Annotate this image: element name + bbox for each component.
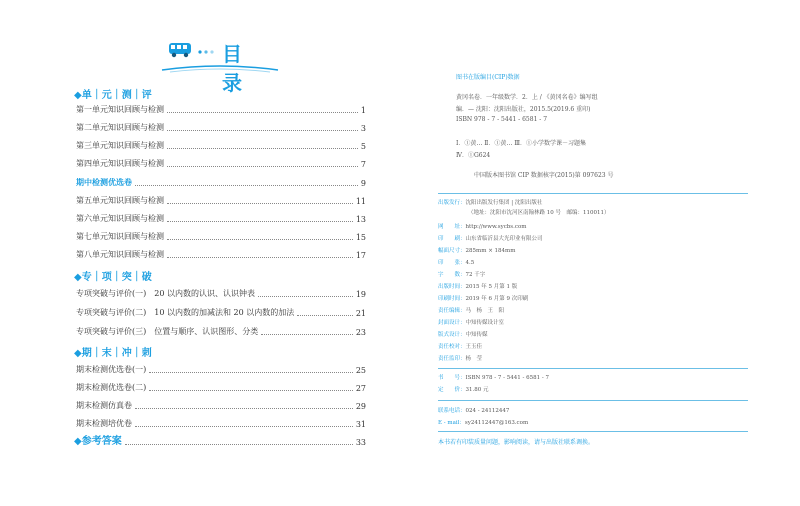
leader-dots <box>135 408 353 409</box>
imprint-key: 联系电话： <box>438 408 466 414</box>
section-heading-final-sprint: ◆期｜末｜冲｜刺 <box>74 348 152 359</box>
leader-dots <box>135 426 353 427</box>
leader-dots <box>149 372 353 373</box>
toc-entry[interactable] <box>76 306 366 318</box>
section-heading-special-topics: ◆专｜项｜突｜破 <box>74 272 152 283</box>
cip-line: Ⅳ．①G624 <box>456 152 491 159</box>
imprint-row <box>438 198 542 206</box>
imprint-value: 马 杨 王 阳 <box>465 308 505 314</box>
leader-dots <box>135 185 358 186</box>
imprint-key: 印 张： <box>438 260 466 266</box>
toc-entry-page: 11 <box>355 197 366 206</box>
toc-entry-page: 19 <box>355 290 366 299</box>
toc-entry-page: 23 <box>355 328 366 337</box>
toc-entry[interactable] <box>76 103 366 115</box>
cip-line: ISBN 978 - 7 - 5441 - 6581 - 7 <box>456 116 548 123</box>
leader-dots <box>297 315 353 316</box>
toc-entry-page: 13 <box>355 215 366 224</box>
toc-entry[interactable] <box>76 157 366 169</box>
toc-entry-answers[interactable] <box>74 435 366 447</box>
imprint-value: 王玉佳 <box>465 344 483 350</box>
leader-dots <box>167 130 358 131</box>
toc-entry-title: 第六单元知识回顾与检测 <box>76 214 164 223</box>
imprint-key: 印 刷： <box>438 236 466 242</box>
cip-line: 编．— 沈阳：沈阳出版社，2015.5(2019.6 重印) <box>456 106 591 113</box>
toc-entry[interactable] <box>76 399 366 411</box>
imprint-key: 版式设计： <box>438 332 466 338</box>
leader-dots <box>167 239 353 240</box>
toc-title: 目 录 <box>222 42 246 95</box>
toc-entry-page: 1 <box>360 106 366 115</box>
cip-heading: 图书在版编目(CIP)数据 <box>456 74 520 81</box>
divider <box>438 193 748 194</box>
imprint-key: 责任编辑： <box>438 308 466 314</box>
toc-entry-title: 第三单元知识回顾与检测 <box>76 141 164 150</box>
leader-dots <box>125 444 353 445</box>
toc-entry[interactable] <box>76 121 366 133</box>
toc-entry-title: 期末检测仿真卷 <box>76 401 132 410</box>
leader-dots <box>167 166 358 167</box>
imprint-value: 山东省临沂县大光印业有限公司 <box>465 236 543 242</box>
imprint-value: 72 千字 <box>465 272 486 278</box>
imprint-value: 024 - 24112447 <box>465 408 510 414</box>
toc-entry-title: 期末检测优选卷(二) <box>76 383 147 392</box>
section-heading-unit-tests: ◆单｜元｜测｜评 <box>74 90 152 101</box>
imprint-value: 杨 莹 <box>465 356 483 362</box>
cip-line: Ⅰ．①黄… Ⅱ．①黄… Ⅲ．①小学数学课－习题集 <box>456 140 587 147</box>
imprint-value: 285mm × 184mm <box>465 248 516 254</box>
leader-dots <box>167 203 353 204</box>
imprint-row <box>438 294 528 302</box>
imprint-row <box>438 234 543 242</box>
divider <box>438 400 748 401</box>
email-link[interactable]: sy24112447@163.com <box>464 420 529 426</box>
toc-entry[interactable] <box>76 325 366 337</box>
imprint-value: ISBN 978 - 7 - 5441 - 6581 - 7 <box>465 375 549 381</box>
toc-entry-title: 第二单元知识回顾与检测 <box>76 123 164 132</box>
imprint-key: 出版发行： <box>438 200 466 206</box>
toc-entry-page: 15 <box>355 233 366 242</box>
toc-entry[interactable] <box>76 417 366 429</box>
toc-entry-title: 专项突破与评价(一) 20 以内数的认识、认识钟表 <box>76 289 255 298</box>
imprint-key: 幅面尺寸： <box>438 248 466 254</box>
toc-entry[interactable] <box>76 230 366 242</box>
toc-entry-page: 3 <box>360 124 366 133</box>
leader-dots <box>167 257 353 258</box>
imprint-key: E - mail： <box>438 420 465 426</box>
toc-entry[interactable] <box>76 212 366 224</box>
imprint-row <box>438 330 488 338</box>
leader-dots <box>261 334 353 335</box>
toc-entry-title: 期末检测优选卷(一) <box>76 365 147 374</box>
imprint-value: http://www.sycbs.com <box>465 224 527 230</box>
toc-entry-title: 期中检测优选卷 <box>76 178 132 187</box>
imprint-row <box>438 222 527 230</box>
imprint-row <box>438 385 489 393</box>
toc-entry-page: 21 <box>355 309 366 318</box>
toc-entry[interactable] <box>76 381 366 393</box>
imprint-value: 31.80 元 <box>465 387 489 393</box>
imprint-row <box>438 318 504 326</box>
imprint-key: 网 址： <box>438 224 466 230</box>
toc-entry[interactable] <box>76 248 366 260</box>
section-heading-answers: ◆参考答案 <box>74 436 122 447</box>
leader-dots <box>167 221 353 222</box>
toc-entry-title: 专项突破与评价(三) 位置与顺序、认识图形、分类 <box>76 327 259 336</box>
toc-entry-title: 第八单元知识回顾与检测 <box>76 250 164 259</box>
imprint-row[interactable] <box>438 418 528 426</box>
imprint-value: 2019 年 6 月第 9 次印刷 <box>465 296 529 302</box>
toc-entry-title: 专项突破与评价(二) 10 以内数的加减法和 20 以内数的加法 <box>76 308 295 317</box>
toc-entry-title: 期末检测培优卷 <box>76 419 132 428</box>
divider <box>438 431 748 432</box>
leader-dots <box>258 296 353 297</box>
imprint-key: 印刷时间： <box>438 296 466 302</box>
toc-entry-title: 第七单元知识回顾与检测 <box>76 232 164 241</box>
toc-entry-title: 第五单元知识回顾与检测 <box>76 196 164 205</box>
toc-entry-page: 7 <box>360 160 366 169</box>
imprint-row <box>438 342 482 350</box>
imprint-key: 出版时间： <box>438 284 466 290</box>
toc-entry-page: 27 <box>355 384 366 393</box>
copyright-page <box>400 0 800 506</box>
toc-entry-page: 33 <box>355 438 366 447</box>
toc-entry-title: 第一单元知识回顾与检测 <box>76 105 164 114</box>
divider <box>438 368 748 369</box>
imprint-row <box>438 270 485 278</box>
toc-entry-page: 17 <box>355 251 366 260</box>
imprint-key: 字 数： <box>438 272 466 278</box>
toc-entry-title: 第四单元知识回顾与检测 <box>76 159 164 168</box>
toc-entry-page: 9 <box>360 179 366 188</box>
imprint-key: 责任监印： <box>438 356 466 362</box>
leader-dots <box>167 112 358 113</box>
leader-dots <box>149 390 353 391</box>
toc-entry-page: 25 <box>355 366 366 375</box>
dots-icon <box>197 49 217 55</box>
toc-entry[interactable] <box>76 363 366 375</box>
imprint-value: 中知传媒 <box>465 332 488 338</box>
toc-entry-page: 29 <box>355 402 366 411</box>
toc-entry[interactable] <box>76 139 366 151</box>
imprint-value: 4.5 <box>465 260 475 266</box>
imprint-row <box>438 246 515 254</box>
leader-dots <box>167 148 358 149</box>
toc-entry-page: 31 <box>355 420 366 429</box>
quality-notice: 本书若有印装质量问题，影响阅读，请与出版社联系调换。 <box>438 439 595 446</box>
cip-line: 中国版本图书馆 CIP 数据核字(2015)第 097623 号 <box>474 172 614 179</box>
imprint-key: 封面设计： <box>438 320 466 326</box>
imprint-row <box>438 354 482 362</box>
toc-entry-midterm[interactable] <box>76 176 366 188</box>
toc-entry[interactable] <box>76 194 366 206</box>
cip-line: 黄冈名卷．一年级数学．2．上 / 《黄冈名卷》编写组 <box>456 94 598 101</box>
imprint-key: 书 号： <box>438 375 466 381</box>
toc-entry-page: 5 <box>360 142 366 151</box>
imprint-key: 定 价： <box>438 387 466 393</box>
imprint-row <box>438 282 517 290</box>
toc-title-area <box>160 34 280 95</box>
imprint-key: 责任校对： <box>438 344 466 350</box>
toc-entry[interactable] <box>76 287 366 299</box>
imprint-value: 中知传媒设计室 <box>465 320 505 326</box>
imprint-row <box>438 258 474 266</box>
imprint-value: 沈阳出版发行集团 | 沈阳出版社 <box>465 200 543 206</box>
imprint-row <box>438 406 509 414</box>
imprint-row <box>438 373 549 381</box>
imprint-address: （地址：沈阳市沈河区南翰林路 10 号 邮编：110011） <box>468 210 610 216</box>
imprint-value: 2015 年 5 月第 1 版 <box>465 284 518 290</box>
bus-icon <box>168 42 192 58</box>
swoosh-decoration <box>160 62 280 74</box>
imprint-row <box>438 306 504 314</box>
